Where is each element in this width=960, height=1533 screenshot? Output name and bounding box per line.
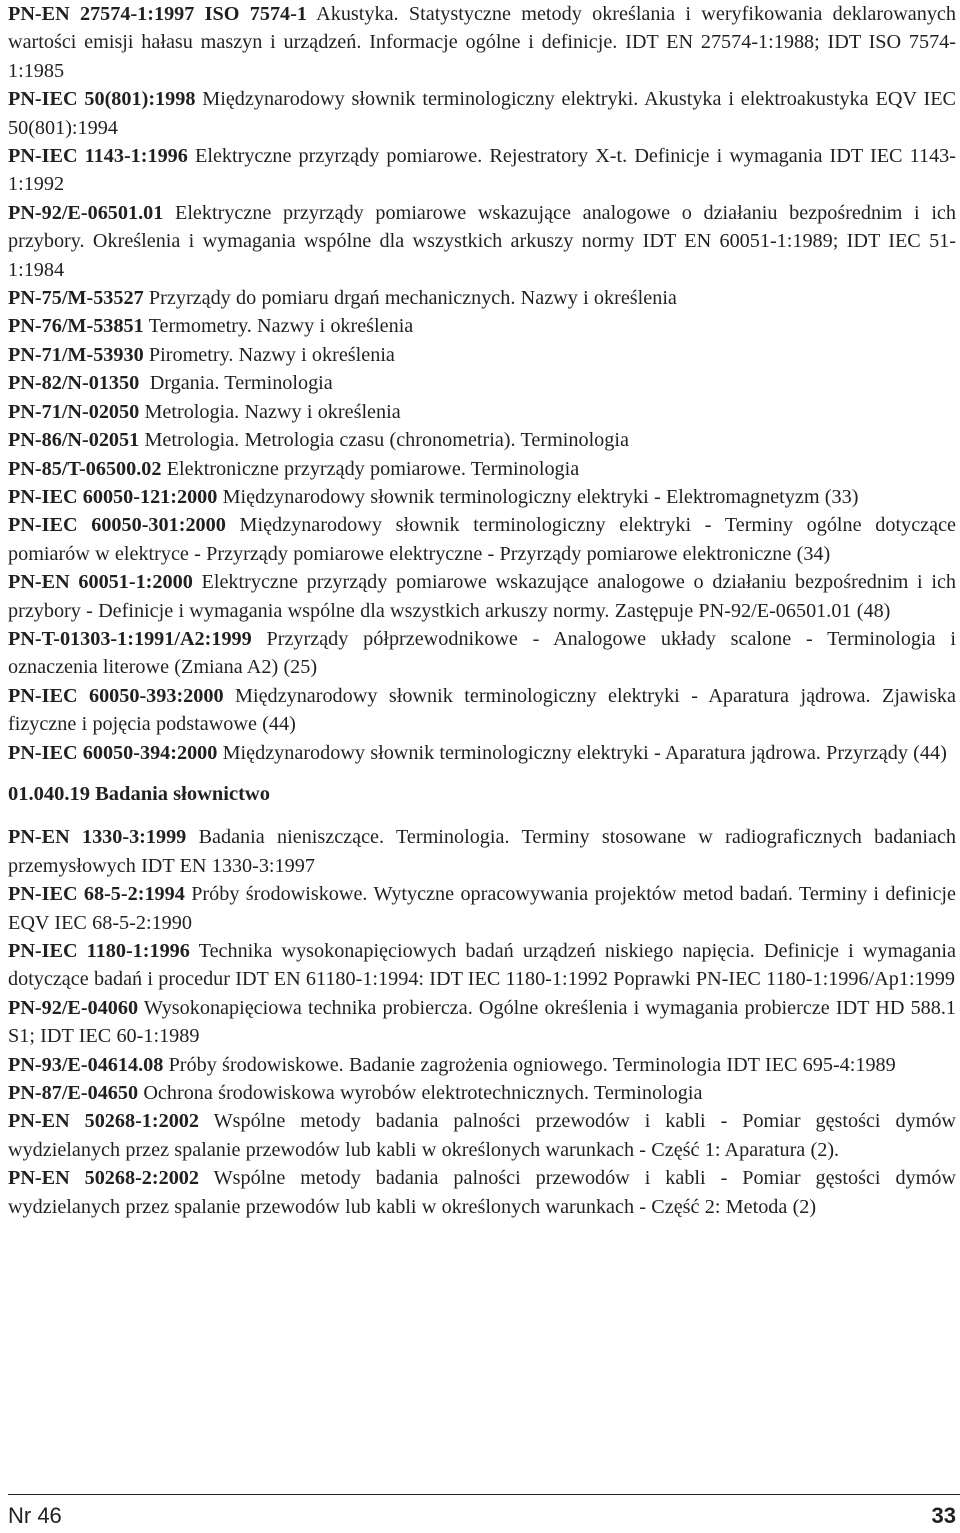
standard-code: PN-75/M-53527 bbox=[8, 287, 144, 310]
standard-title: Metrologia. Metrologia czasu (chronometria). Terminologia bbox=[139, 429, 629, 452]
standard-title: Drgania. Terminologia bbox=[139, 372, 333, 395]
standard-title: Przyrządy do pomiaru drgań mechanicznych. Nazwy i określenia bbox=[143, 287, 677, 310]
list-item bbox=[8, 284, 956, 312]
list-item bbox=[8, 739, 956, 767]
list-item bbox=[8, 511, 956, 568]
standard-code: PN-92/E-04060 bbox=[8, 996, 139, 1019]
standard-title: Międzynarodowy słownik terminologiczny elektryki - Elektromagnetyzm (33) bbox=[217, 485, 859, 508]
standard-title: Międzynarodowy słownik terminologiczny elektryki - Terminy ogólne dotyczące pomiarów w elektryce - Przyrządy pomiarowe elektryczne - Przyrządy pomiarowe elektroniczne (34) bbox=[8, 514, 956, 565]
page-number: 33 bbox=[931, 1503, 956, 1528]
standard-title: Elektryczne przyrządy pomiarowe wskazujące analogowe o działaniu bezpośrednim i ich przybory - Definicje i wymagania wspólne dla wszystkich arkuszy normy. Zastępuje PN-92/E-06501.01 (48) bbox=[8, 571, 956, 622]
standard-code: PN-IEC 60050-394:2000 bbox=[8, 741, 218, 764]
list-item bbox=[8, 369, 956, 397]
list-item bbox=[8, 682, 956, 739]
footer-divider bbox=[8, 1494, 960, 1495]
list-item bbox=[8, 937, 956, 994]
standard-code: PN-EN 27574-1:1997 ISO 7574-1 bbox=[8, 3, 307, 25]
list-item bbox=[8, 625, 956, 682]
standard-code: PN-71/N-02050 bbox=[8, 400, 140, 423]
standard-title: Elektryczne przyrządy pomiarowe. Rejestratory X-t. Definicje i wymagania IDT IEC 1143-1:1992 bbox=[8, 145, 956, 196]
standard-title: Wysokonapięciowa technika probiercza. Ogólne określenia i wymagania probiercze IDT HD 588.1 S1; IDT IEC 60-1:1989 bbox=[8, 996, 956, 1048]
standard-title: Przyrządy półprzewodnikowe - Analogowe układy scalone - Terminologia i oznaczenia literowe (Zmiana A2) (25) bbox=[8, 627, 956, 679]
standard-title: Próby środowiskowe. Badanie zagrożenia ogniowego. Terminologia IDT IEC 695-4:1989 bbox=[163, 1053, 896, 1076]
list-item bbox=[8, 341, 956, 369]
list-item bbox=[8, 1164, 956, 1221]
standard-title: Elektryczne przyrządy pomiarowe wskazujące analogowe o działaniu bezpośrednim i ich przybory. Określenia i wymagania wspólne dla wszystkich arkuszy normy IDT EN 60051-1:1989; IDT IEC 51-1:1984 bbox=[8, 201, 956, 281]
standard-code: PN-92/E-06501.01 bbox=[8, 201, 164, 224]
standard-code: PN-EN 60051-1:2000 bbox=[8, 571, 193, 594]
standard-code: PN-EN 50268-2:2002 bbox=[8, 1167, 199, 1190]
standard-code: PN-IEC 60050-121:2000 bbox=[8, 485, 218, 508]
standard-code: PN-IEC 1180-1:1996 bbox=[8, 940, 190, 962]
list-item bbox=[8, 1107, 956, 1164]
standard-code: PN-76/M-53851 bbox=[8, 315, 144, 338]
list-item bbox=[8, 455, 956, 483]
standard-title: Akustyka. Statystyczne metody określania i weryfikowania deklarowanych wartości emisji hałasu maszyn i urządzeń. Informacje ogólne i definicje. IDT EN 27574-1:1988; IDT ISO 7574-1:1985 bbox=[8, 3, 956, 82]
document-body bbox=[8, 0, 956, 1221]
list-item bbox=[8, 426, 956, 454]
standard-code: PN-IEC 1143-1:1996 bbox=[8, 145, 188, 168]
list-item bbox=[8, 398, 956, 426]
standard-code: PN-71/M-53930 bbox=[8, 343, 144, 366]
standard-title: Metrologia. Nazwy i określenia bbox=[139, 400, 401, 423]
standard-title: Wspólne metody badania palności przewodów i kabli - Pomiar gęstości dymów wydzielanych przez spalanie przewodów lub kabli w określonych warunkach - Część 2: Metoda (2) bbox=[8, 1167, 957, 1218]
standard-title: Międzynarodowy słownik terminologiczny elektryki. Akustyka i elektroakustyka EQV IEC 50(801):1994 bbox=[8, 88, 956, 139]
standard-code: PN-93/E-04614.08 bbox=[8, 1053, 164, 1076]
list-item bbox=[8, 483, 956, 511]
list-item bbox=[8, 85, 956, 142]
standard-title: Elektroniczne przyrządy pomiarowe. Terminologia bbox=[161, 457, 580, 480]
standard-title: Wspólne metody badania palności przewodów i kabli - Pomiar gęstości dymów wydzielanych przez spalanie przewodów lub kabli w określonych warunkach - Część 1: Aparatura (2). bbox=[8, 1110, 957, 1161]
list-item bbox=[8, 1051, 956, 1079]
standard-title: Technika wysokonapięciowych badań urządzeń niskiego napięcia. Definicje i wymagania dotyczące badań i procedur IDT EN 61180-1:1994: IDT IEC 1180-1:1992 Poprawki PN-IEC 1180-1:1996/Ap1:1999 bbox=[8, 940, 956, 991]
standard-title: Międzynarodowy słownik terminologiczny elektryki - Aparatura jądrowa. Zjawiska fizyczne i pojęcia podstawowe (44) bbox=[8, 684, 956, 736]
standard-title: Ochrona środowiskowa wyrobów elektrotechnicznych. Terminologia bbox=[138, 1082, 703, 1105]
list-item bbox=[8, 312, 956, 340]
standard-code: PN-EN 50268-1:2002 bbox=[8, 1110, 199, 1133]
standards-list-terminology bbox=[8, 0, 956, 767]
standard-code: PN-85/T-06500.02 bbox=[8, 457, 162, 480]
standard-title: Termometry. Nazwy i określenia bbox=[143, 315, 414, 338]
standard-code: PN-EN 1330-3:1999 bbox=[8, 826, 187, 849]
list-item bbox=[8, 142, 956, 199]
standard-code: PN-87/E-04650 bbox=[8, 1082, 139, 1105]
list-item bbox=[8, 1079, 956, 1107]
standard-code: PN-82/N-01350 bbox=[8, 372, 140, 395]
section-heading: 01.040.19 Badania słownictwo bbox=[8, 782, 270, 805]
list-item bbox=[8, 994, 956, 1051]
issue-number: Nr 46 bbox=[8, 1503, 62, 1528]
standard-title: Próby środowiskowe. Wytyczne opracowywania projektów metod badań. Terminy i definicje EQV IEC 68-5-2:1990 bbox=[8, 883, 956, 934]
list-item bbox=[8, 568, 956, 625]
standard-title: Międzynarodowy słownik terminologiczny elektryki - Aparatura jądrowa. Przyrządy (44) bbox=[217, 741, 947, 764]
list-item bbox=[8, 199, 956, 284]
standards-list-testing bbox=[8, 823, 956, 1221]
list-item bbox=[8, 880, 956, 937]
standard-code: PN-86/N-02051 bbox=[8, 429, 140, 452]
list-item bbox=[8, 0, 956, 85]
standard-code: PN-IEC 50(801):1998 bbox=[8, 88, 196, 111]
standard-code: PN-T-01303-1:1991/A2:1999 bbox=[8, 627, 252, 650]
standard-title: Pirometry. Nazwy i określenia bbox=[143, 343, 395, 366]
list-item bbox=[8, 823, 956, 880]
standard-title: Badania nieniszczące. Terminologia. Terminy stosowane w radiograficznych badaniach przemysłowych IDT EN 1330-3:1997 bbox=[8, 826, 956, 877]
standard-code: PN-IEC 60050-393:2000 bbox=[8, 684, 224, 707]
standard-code: PN-IEC 60050-301:2000 bbox=[8, 514, 226, 537]
standard-code: PN-IEC 68-5-2:1994 bbox=[8, 883, 185, 906]
